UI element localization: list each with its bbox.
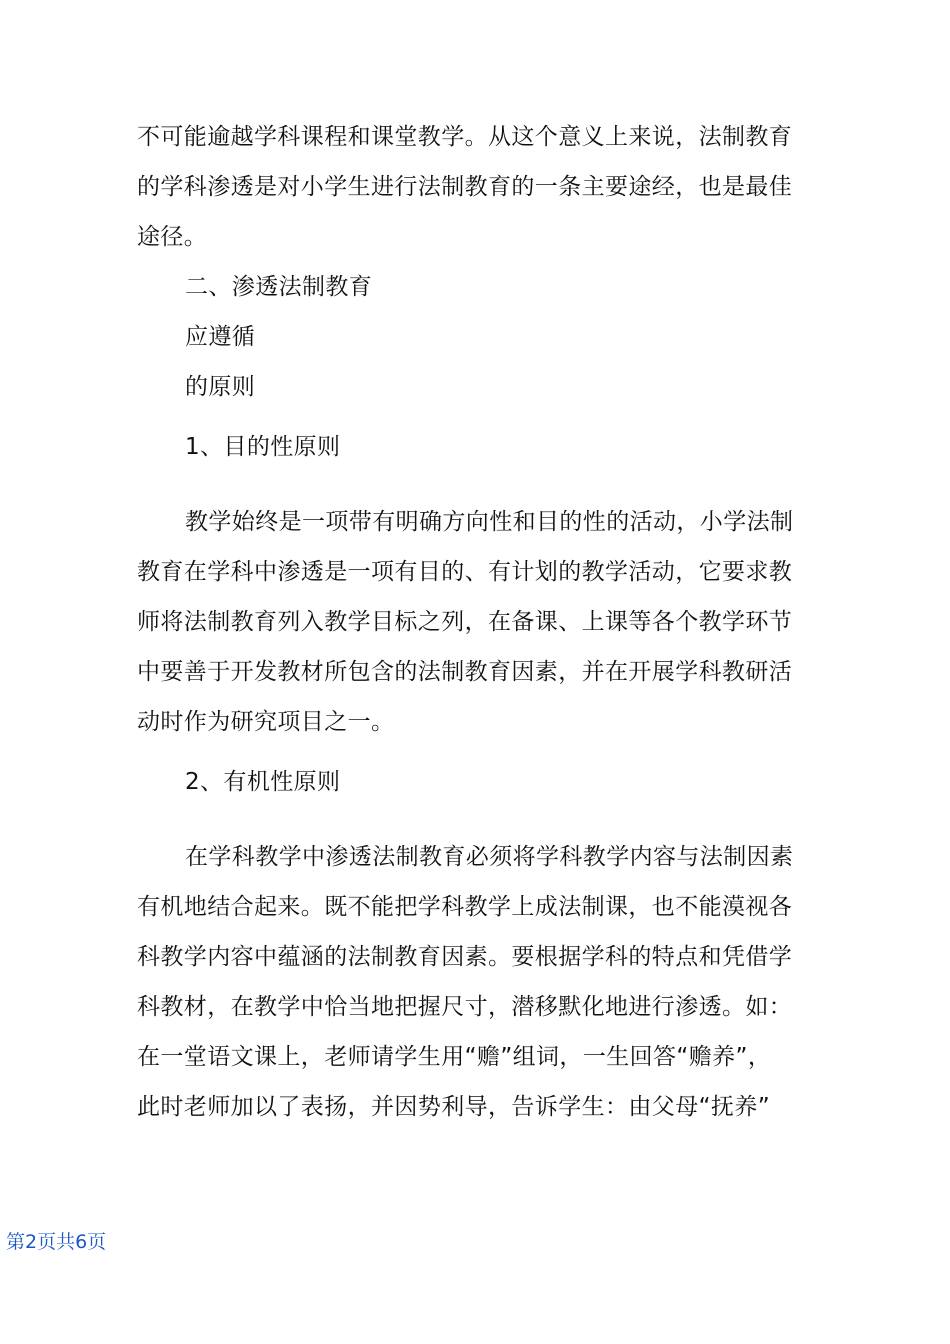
section-heading: 二、渗透法制教育	[185, 274, 373, 300]
section-heading: 应遵循	[185, 324, 256, 350]
body-text-line: 教育在学科中渗透是一项有目的、有计划的教学活动，它要求教	[137, 559, 793, 585]
page-number-footer: 第2页共6页	[6, 1231, 107, 1253]
body-text-line: 不可能逾越学科课程和课堂教学。从这个意义上来说，法制教育	[137, 124, 793, 150]
subsection-title: 1、目的性原则	[185, 434, 341, 460]
body-text-line: 教学始终是一项带有明确方向性和目的性的活动，小学法制	[185, 509, 794, 535]
body-text-line: 动时作为研究项目之一。	[137, 709, 395, 735]
body-text-line: 的学科渗透是对小学生进行法制教育的一条主要途经，也是最佳	[137, 174, 793, 200]
subsection-title: 2、有机性原则	[185, 769, 341, 795]
body-text-line: 此时老师加以了表扬，并因势利导，告诉学生：由父母“抚养”	[137, 1094, 771, 1120]
body-text-line: 中要善于开发教材所包含的法制教育因素，并在开展学科教研活	[137, 659, 793, 685]
body-text-line: 科教学内容中蕴涵的法制教育因素。要根据学科的特点和凭借学	[137, 944, 793, 970]
body-text-line: 有机地结合起来。既不能把学科教学上成法制课，也不能漠视各	[137, 894, 793, 920]
section-heading: 的原则	[185, 374, 256, 400]
body-text-line: 在一堂语文课上，老师请学生用“赡”组词，一生回答“赡养”，	[137, 1044, 772, 1070]
body-text-line: 师将法制教育列入教学目标之列，在备课、上课等各个教学环节	[137, 609, 793, 635]
body-text-line: 在学科教学中渗透法制教育必须将学科教学内容与法制因素	[185, 844, 794, 870]
body-text-line: 途径。	[137, 224, 208, 250]
body-text-line: 科教材，在教学中恰当地把握尺寸，潜移默化地进行渗透。如：	[137, 994, 793, 1020]
